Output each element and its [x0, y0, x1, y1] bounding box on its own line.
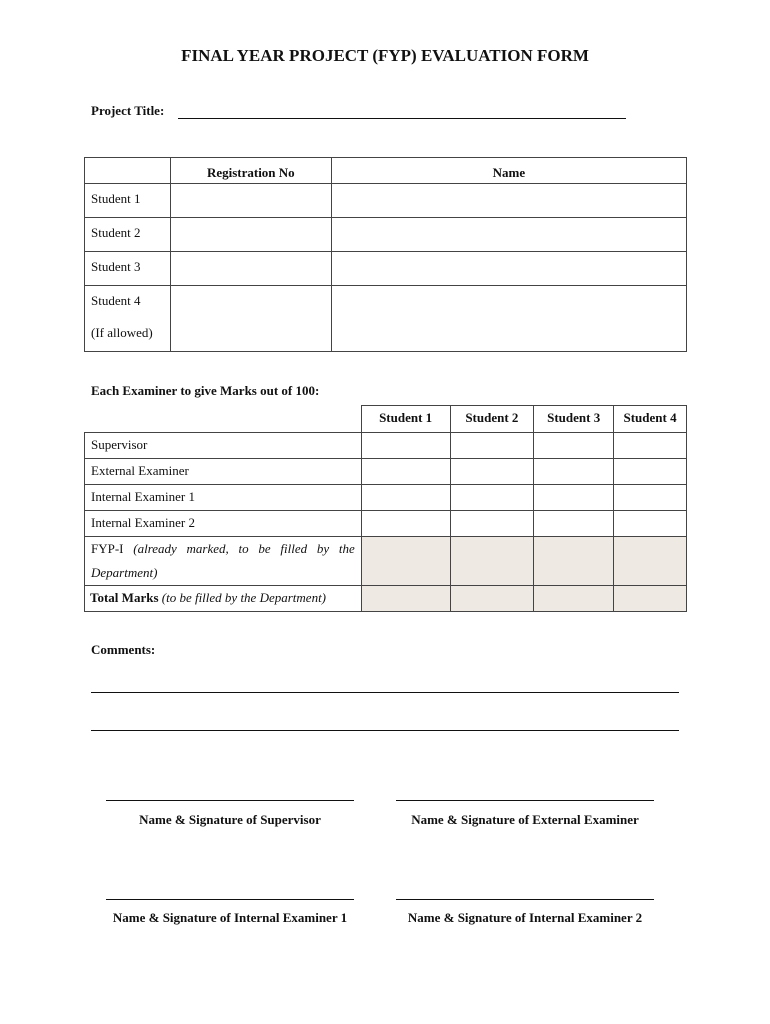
fyp-prefix: FYP-I: [91, 541, 134, 556]
marks-header-row: [85, 406, 687, 433]
name-field[interactable]: [331, 252, 686, 286]
total-row: [85, 586, 687, 612]
header-student: Student 3: [534, 406, 614, 433]
project-title-field[interactable]: [178, 105, 626, 119]
internal2-signature-line[interactable]: [396, 899, 654, 900]
examiner-row: [85, 511, 687, 537]
project-title-row: [91, 103, 626, 119]
student-row: [85, 286, 687, 352]
examiner-row: [85, 433, 687, 459]
mark-cell[interactable]: [614, 511, 687, 537]
examiner-label: Supervisor: [85, 433, 362, 459]
mark-cell[interactable]: [534, 433, 614, 459]
shaded-cell: [361, 586, 450, 612]
students-table: [84, 157, 687, 352]
examiner-row: [85, 459, 687, 485]
total-note: (to be filled by the Department): [158, 590, 327, 605]
mark-cell[interactable]: [361, 485, 450, 511]
student-row: [85, 184, 687, 218]
name-field[interactable]: [331, 218, 686, 252]
shaded-cell: [534, 586, 614, 612]
internal1-signature-label: Name & Signature of Internal Examiner 1: [112, 910, 348, 925]
shaded-cell: [614, 586, 687, 612]
fyp-row: [85, 537, 687, 586]
project-title-label: Project Title:: [91, 103, 165, 118]
examiner-label: Internal Examiner 1: [85, 485, 362, 511]
examiner-row: [85, 485, 687, 511]
total-title: Total Marks: [90, 590, 159, 605]
header-name: Name: [331, 158, 686, 184]
student-label: Student 2: [85, 218, 171, 252]
external-signature-line[interactable]: [396, 800, 654, 801]
comments-label: Comments:: [91, 642, 156, 657]
marks-table: [84, 405, 687, 612]
fyp-note: (already marked, to be filled by the Department): [91, 541, 355, 580]
student4-note: (If allowed): [91, 325, 153, 340]
header-student: Student 2: [450, 406, 534, 433]
shaded-cell: [450, 537, 534, 586]
header-student: Student 1: [361, 406, 450, 433]
supervisor-signature-label: Name & Signature of Supervisor: [139, 812, 321, 827]
mark-cell[interactable]: [534, 485, 614, 511]
mark-cell[interactable]: [534, 511, 614, 537]
mark-cell[interactable]: [361, 433, 450, 459]
mark-cell[interactable]: [450, 485, 534, 511]
shaded-cell: [361, 537, 450, 586]
student-label: [85, 286, 171, 352]
internal1-signature-line[interactable]: [106, 899, 354, 900]
registration-field[interactable]: [170, 218, 331, 252]
header-student: Student 4: [614, 406, 687, 433]
mark-cell[interactable]: [361, 459, 450, 485]
mark-cell[interactable]: [450, 511, 534, 537]
mark-cell[interactable]: [450, 459, 534, 485]
header-empty: [85, 406, 362, 433]
examiner-label: External Examiner: [85, 459, 362, 485]
registration-field[interactable]: [170, 286, 331, 352]
mark-cell[interactable]: [450, 433, 534, 459]
mark-cell[interactable]: [361, 511, 450, 537]
name-field[interactable]: [331, 286, 686, 352]
student-row: [85, 218, 687, 252]
fyp-label: [85, 537, 362, 586]
student-row: [85, 252, 687, 286]
mark-cell[interactable]: [534, 459, 614, 485]
shaded-cell: [614, 537, 687, 586]
supervisor-signature-line[interactable]: [106, 800, 354, 801]
registration-field[interactable]: [170, 184, 331, 218]
name-field[interactable]: [331, 184, 686, 218]
mark-cell[interactable]: [614, 433, 687, 459]
marks-heading: Each Examiner to give Marks out of 100:: [91, 383, 320, 398]
internal2-signature-label: Name & Signature of Internal Examiner 2: [407, 910, 643, 925]
comment-line[interactable]: [91, 692, 679, 693]
external-signature-label: Name & Signature of External Examiner: [411, 812, 639, 827]
mark-cell[interactable]: [614, 485, 687, 511]
student-label: Student 3: [85, 252, 171, 286]
shaded-cell: [450, 586, 534, 612]
comment-line[interactable]: [91, 730, 679, 731]
total-label: [85, 586, 362, 612]
students-header-row: [85, 158, 687, 184]
header-empty: [85, 158, 171, 184]
header-registration: Registration No: [170, 158, 331, 184]
registration-field[interactable]: [170, 252, 331, 286]
student-label: Student 1: [85, 184, 171, 218]
student4-label: Student 4: [91, 293, 141, 308]
shaded-cell: [534, 537, 614, 586]
mark-cell[interactable]: [614, 459, 687, 485]
examiner-label: Internal Examiner 2: [85, 511, 362, 537]
form-title: FINAL YEAR PROJECT (FYP) EVALUATION FORM: [181, 46, 589, 65]
